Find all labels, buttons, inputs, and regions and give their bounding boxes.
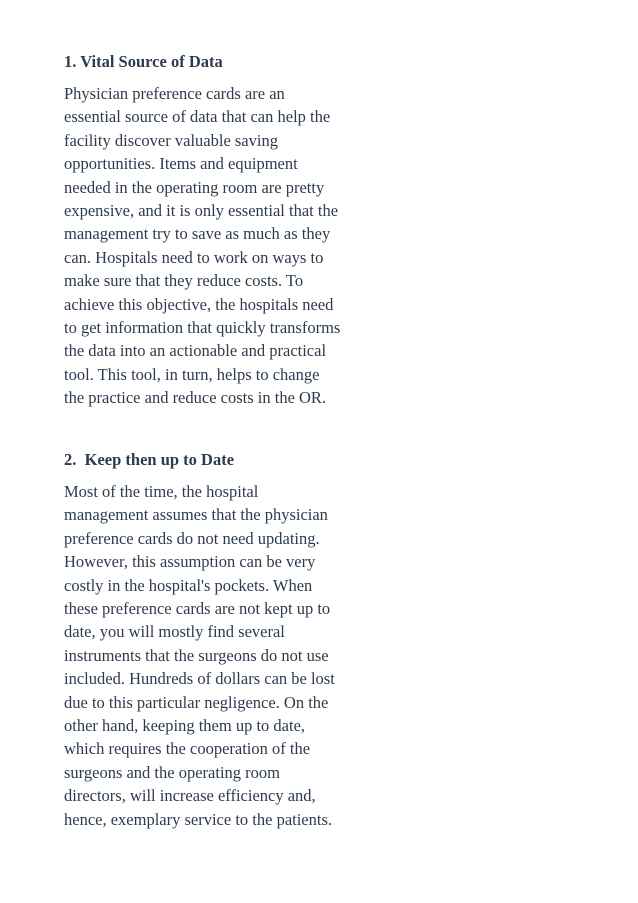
body-line: management assumes that the physician — [64, 505, 328, 525]
body-line: can. Hospitals need to work on ways to — [64, 247, 324, 267]
body-line: instruments that the surgeons do not use — [64, 645, 329, 665]
body-line: to get information that quickly transforms — [64, 318, 341, 338]
section-body — [64, 480, 364, 831]
body-line: facility discover valuable saving — [64, 130, 278, 150]
body-line: these preference cards are not kept up to — [64, 599, 331, 619]
body-line: Physician preference cards are an — [64, 84, 285, 103]
section-heading: 1. Vital Source of Data — [64, 52, 223, 71]
body-line: surgeons and the operating room — [64, 762, 280, 782]
body-line: Most of the time, the hospital — [64, 482, 259, 501]
section-vital-source-of-data — [64, 52, 364, 410]
body-line: included. Hundreds of dollars can be lost — [64, 669, 335, 689]
body-line: the data into an actionable and practical — [64, 341, 327, 361]
section-body — [64, 82, 364, 410]
body-line: expensive, and it is only essential that the — [64, 201, 339, 221]
body-line: due to this particular negligence. On the — [64, 692, 329, 712]
section-heading: 2. Keep then up to Date — [64, 450, 235, 469]
body-line: date, you will mostly find several — [64, 622, 285, 642]
body-line: essential source of data that can help the — [64, 107, 331, 127]
body-line: costly in the hospital's pockets. When — [64, 575, 313, 595]
body-line: achieve this objective, the hospitals need — [64, 294, 334, 314]
body-line: needed in the operating room are pretty — [64, 177, 325, 197]
body-line: which requires the cooperation of the — [64, 739, 311, 759]
body-line: directors, will increase efficiency and, — [64, 786, 316, 806]
body-line: preference cards do not need updating. — [64, 528, 320, 548]
body-line: However, this assumption can be very — [64, 552, 316, 572]
body-line: opportunities. Items and equipment — [64, 154, 298, 174]
body-line: make sure that they reduce costs. To — [64, 271, 304, 291]
body-line: other hand, keeping them up to date, — [64, 716, 306, 736]
body-line: tool. This tool, in turn, helps to change — [64, 364, 320, 384]
body-line: management try to save as much as they — [64, 224, 331, 244]
body-line: hence, exemplary service to the patients. — [64, 809, 333, 829]
body-line: the practice and reduce costs in the OR. — [64, 388, 327, 408]
section-keep-up-to-date — [64, 450, 364, 831]
